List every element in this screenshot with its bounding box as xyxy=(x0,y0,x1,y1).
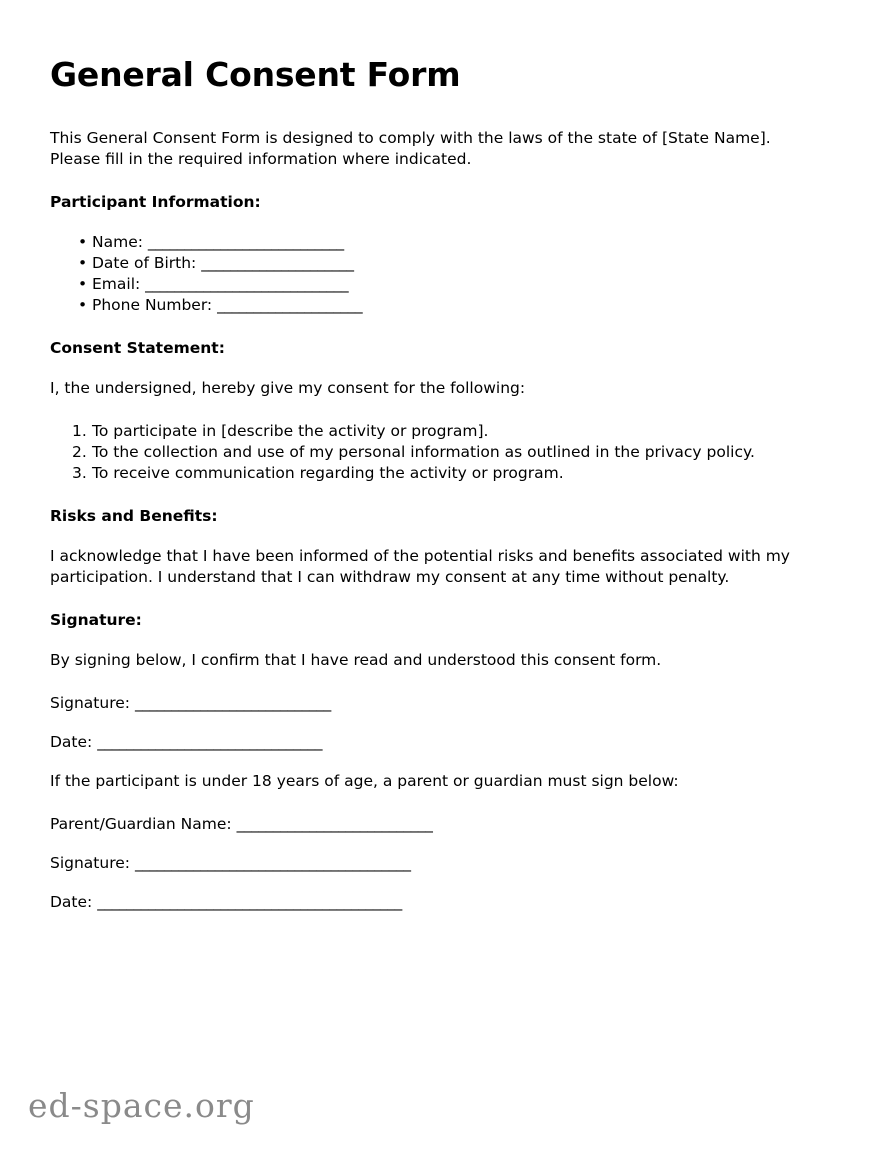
list-item xyxy=(50,253,842,274)
list-item: To the collection and use of my personal information as outlined in the privacy policy. xyxy=(92,442,755,461)
consent-items-list xyxy=(50,421,842,484)
field-blank[interactable]: ____________________ xyxy=(217,295,363,314)
minor-notice: If the participant is under 18 years of age, a parent or guardian must sign below: xyxy=(50,771,679,790)
list-item xyxy=(50,232,842,253)
field-blank[interactable]: ____________________________ xyxy=(145,274,349,293)
list-item xyxy=(50,295,842,316)
section-heading-risks-and-benefits: Risks and Benefits: xyxy=(50,506,218,525)
participant-information-list xyxy=(50,232,842,316)
field-blank[interactable]: ___________________________ xyxy=(147,232,344,251)
field-label: Email: xyxy=(92,274,141,293)
field-blank[interactable]: _____________________ xyxy=(201,253,354,272)
consent-lead-in: I, the undersigned, hereby give my consent for the following: xyxy=(50,378,526,397)
list-item: To participate in [describe the activity or program]. xyxy=(92,421,489,440)
guardian-name-blank[interactable]: ___________________________ xyxy=(236,814,433,833)
field-label: Date: xyxy=(50,892,93,911)
section-heading-consent-statement: Consent Statement: xyxy=(50,338,225,357)
date-field-row xyxy=(50,732,842,753)
field-label: Phone Number: xyxy=(92,295,213,314)
signature-confirmation: By signing below, I confirm that I have read and understood this consent form. xyxy=(50,650,662,669)
guardian-name-field-row xyxy=(50,814,842,835)
guardian-signature-field-row xyxy=(50,853,842,874)
field-label: Name: xyxy=(92,232,143,251)
section-heading-signature: Signature: xyxy=(50,610,142,629)
signature-field-row xyxy=(50,693,842,714)
field-label: Signature: xyxy=(50,853,130,872)
field-label: Date: xyxy=(50,732,93,751)
section-heading-participant-information: Participant Information: xyxy=(50,192,261,211)
guardian-signature-blank[interactable]: ______________________________________ xyxy=(134,853,411,872)
document-content xyxy=(50,56,842,931)
guardian-date-field-row xyxy=(50,892,842,913)
list-item: To receive communication regarding the activity or program. xyxy=(92,463,564,482)
guardian-date-blank[interactable]: __________________________________________ xyxy=(97,892,402,911)
field-label: Signature: xyxy=(50,693,130,712)
signature-blank[interactable]: ___________________________ xyxy=(134,693,331,712)
list-item xyxy=(50,274,842,295)
page-title: General Consent Form xyxy=(50,55,461,94)
intro-paragraph: This General Consent Form is designed to comply with the laws of the state of [State Name]. Please fill in the required information where indicated. xyxy=(50,128,771,168)
field-label: Parent/Guardian Name: xyxy=(50,814,232,833)
risks-and-benefits-body: I acknowledge that I have been informed of the potential risks and benefits associated with my participation. I understand that I can withdraw my consent at any time without penalty. xyxy=(50,546,790,586)
site-watermark: ed-space.org xyxy=(28,1086,255,1125)
field-label: Date of Birth: xyxy=(92,253,197,272)
date-blank[interactable]: _______________________________ xyxy=(97,732,322,751)
